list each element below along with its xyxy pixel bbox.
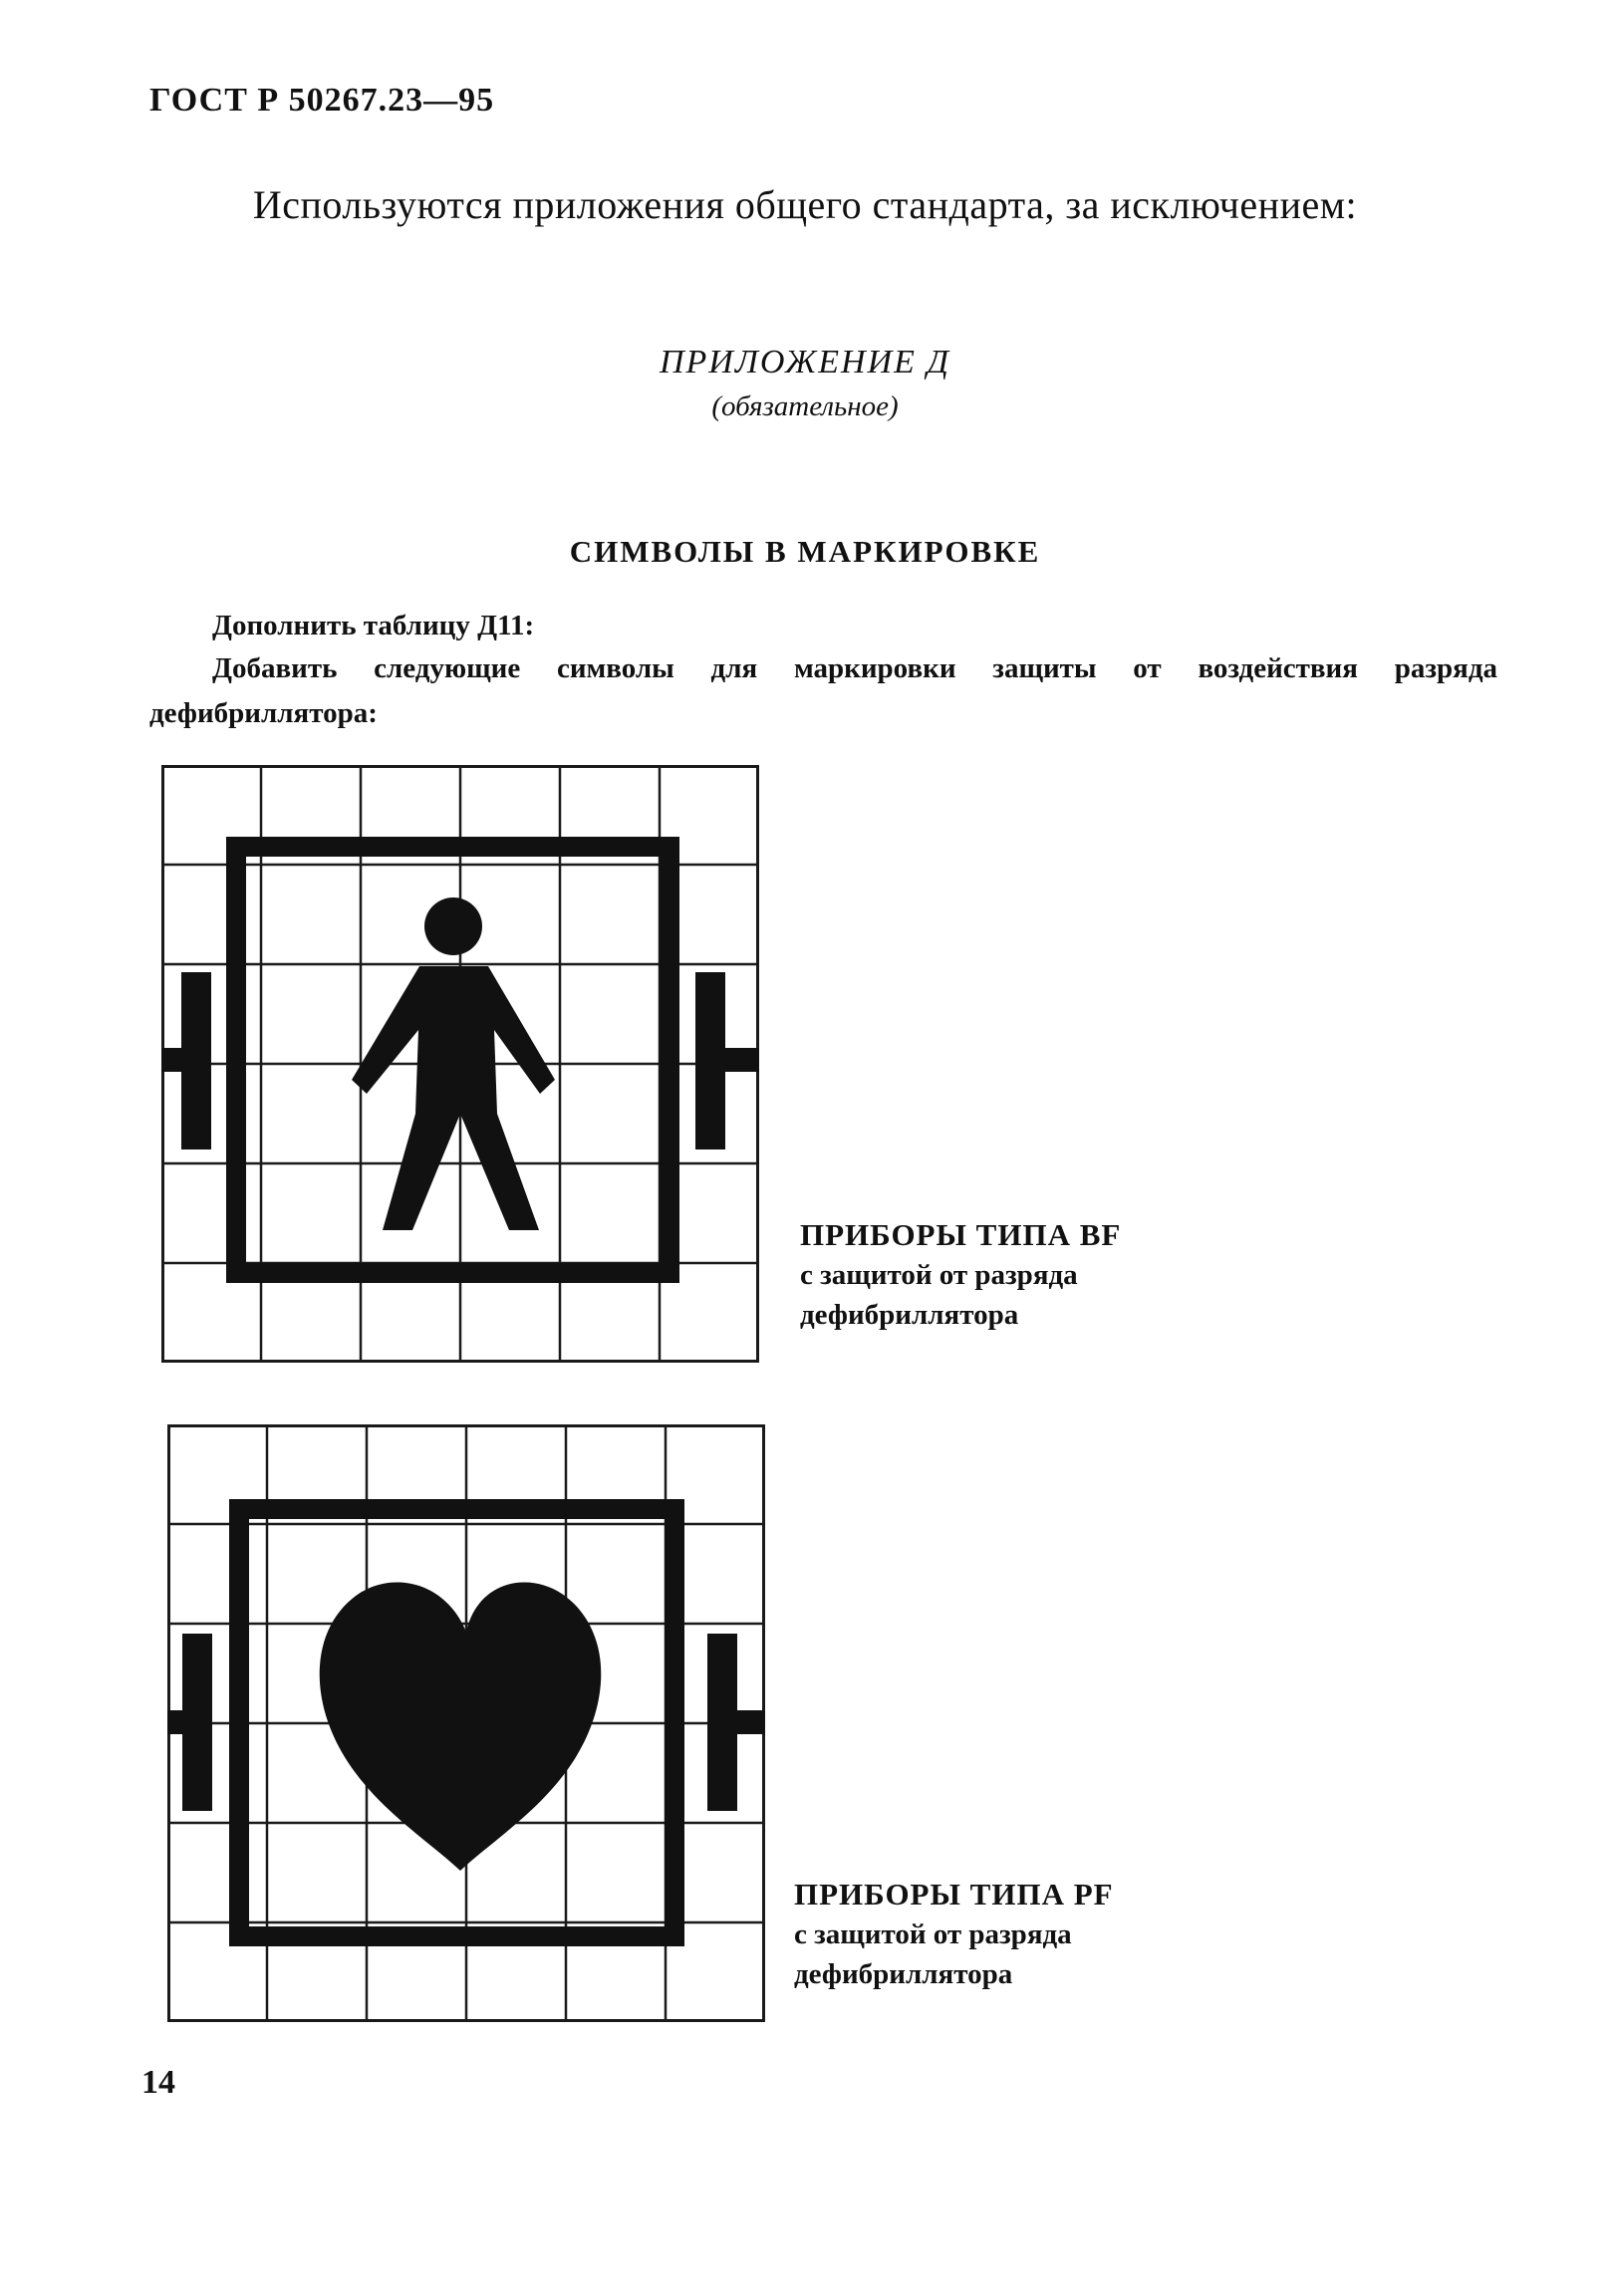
caption-bf-line1: с защитой от разряда xyxy=(800,1259,1078,1291)
caption-bf xyxy=(800,1215,1121,1335)
appendix-title: ПРИЛОЖЕНИЕ Д xyxy=(659,344,951,381)
heart-in-frame-icon xyxy=(167,1424,765,2022)
caption-bf-title: ПРИБОРЫ ТИПА BF xyxy=(800,1217,1122,1252)
paragraph-add-symbols-continued: дефибриллятора: xyxy=(149,697,378,729)
intro-text: Используются приложения общего стандарта, за исключением: xyxy=(252,182,1358,227)
page-header-standard-code: ГОСТ Р 50267.23—95 xyxy=(149,82,495,119)
symbol-bf-figure xyxy=(161,765,759,1368)
section-title: СИМВОЛЫ В МАРКИРОВКЕ xyxy=(569,534,1041,569)
paragraph-table-note: Дополнить таблицу Д11: xyxy=(212,610,535,641)
caption-pf-line1: с защитой от разряда xyxy=(794,1918,1072,1950)
person-in-frame-icon xyxy=(161,765,759,1363)
paragraph-add-symbols: Добавить следующие символы для маркировки защиты от воздействия разряда xyxy=(212,652,1497,684)
caption-pf-line2: дефибриллятора xyxy=(794,1958,1013,1990)
appendix-status: (обязательное) xyxy=(711,390,899,422)
caption-bf-line2: дефибриллятора xyxy=(800,1299,1019,1331)
caption-pf-title: ПРИБОРЫ ТИПА PF xyxy=(794,1877,1114,1912)
caption-pf xyxy=(794,1875,1114,1994)
page-number: 14 xyxy=(141,2064,175,2101)
symbol-pf-figure xyxy=(167,1424,765,2027)
